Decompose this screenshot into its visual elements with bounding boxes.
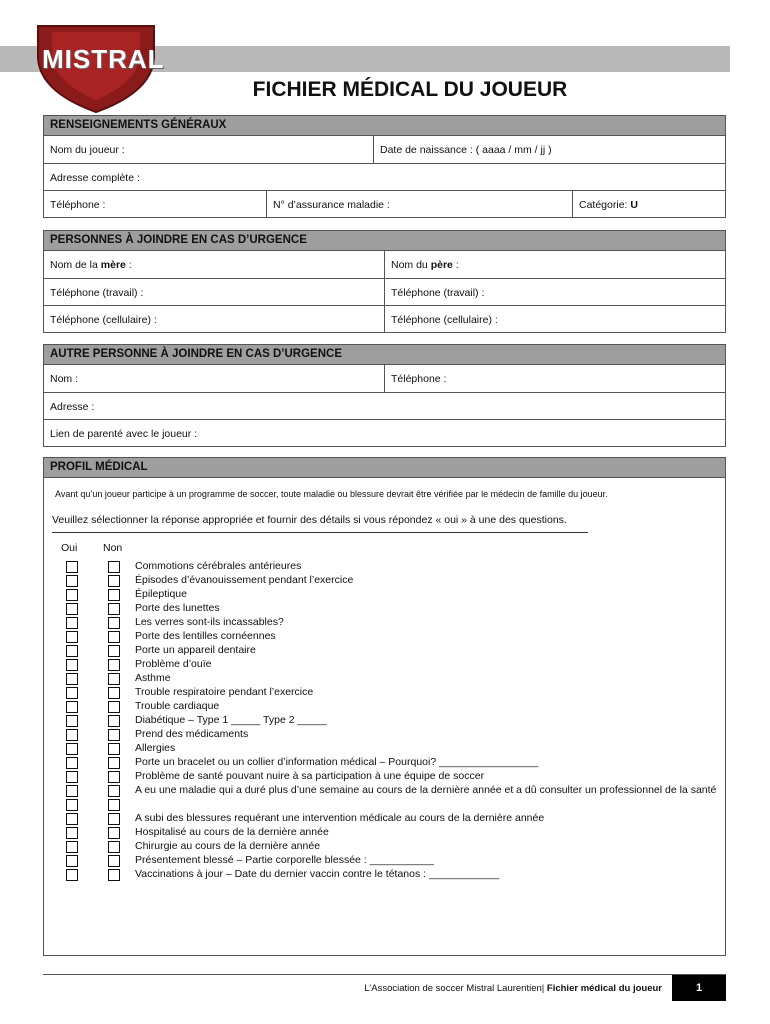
- section-general: [43, 115, 726, 218]
- medical-question-item: Trouble respiratoire pendant l’exercice: [135, 686, 314, 698]
- form-row: [44, 163, 725, 190]
- no-checkbox[interactable]: [108, 589, 120, 601]
- yes-checkbox[interactable]: [66, 813, 78, 825]
- no-checkbox[interactable]: [108, 799, 120, 811]
- medical-question-item: Commotions cérébrales antérieures: [135, 560, 302, 572]
- mother-work-phone-field[interactable]: Téléphone (travail) :: [50, 287, 144, 299]
- father-work-phone-field[interactable]: Téléphone (travail) :: [384, 279, 725, 305]
- relation-field[interactable]: Lien de parenté avec le joueur :: [50, 428, 198, 440]
- form-row: [44, 251, 725, 278]
- form-row: [44, 365, 725, 392]
- medical-question-item: Allergies: [135, 742, 176, 754]
- yes-checkbox[interactable]: [66, 827, 78, 839]
- mother-bold: mère: [100, 259, 126, 271]
- medical-question-item: Prend des médicaments: [135, 728, 249, 740]
- no-checkbox[interactable]: [108, 687, 120, 699]
- medical-question-item: Porte des lunettes: [135, 602, 220, 614]
- logo-text: MISTRAL: [42, 44, 165, 74]
- no-checkbox[interactable]: [108, 673, 120, 685]
- other-name-field[interactable]: Nom :: [50, 373, 79, 385]
- player-name-field[interactable]: Nom du joueur :: [50, 144, 125, 156]
- divider: [52, 532, 588, 533]
- yes-checkbox[interactable]: [66, 855, 78, 867]
- other-phone-field[interactable]: Téléphone :: [384, 365, 725, 392]
- medical-question-item: Problème d’ouïe: [135, 658, 212, 670]
- medical-question-item: Porte des lentilles cornéennes: [135, 630, 276, 642]
- yes-checkbox[interactable]: [66, 771, 78, 783]
- yes-checkbox[interactable]: [66, 589, 78, 601]
- form-row: [44, 392, 725, 419]
- no-checkbox[interactable]: [108, 855, 120, 867]
- medical-question-item: A subi des blessures requérant une intervention médicale au cours de la dernière année: [135, 812, 545, 824]
- medical-question-item: Porte un bracelet ou un collier d’information médical – Pourquoi? _________________: [135, 756, 539, 768]
- footer-divider: [43, 974, 726, 975]
- category-label: Catégorie:: [579, 199, 628, 211]
- medical-question-item: Diabétique – Type 1 _____ Type 2 _____: [135, 714, 327, 726]
- no-checkbox[interactable]: [108, 869, 120, 881]
- yes-checkbox[interactable]: [66, 617, 78, 629]
- document-title: FICHIER MÉDICAL DU JOUEUR: [252, 78, 568, 101]
- father-label: Nom du: [391, 259, 431, 271]
- category-value: U: [630, 199, 638, 211]
- phone-field[interactable]: Téléphone :: [50, 199, 106, 211]
- footer-org: L’Association de soccer Mistral Laurentien|: [364, 983, 545, 994]
- medical-question-item: Problème de santé pouvant nuire à sa participation à une équipe de soccer: [135, 770, 485, 782]
- no-column-header: Non: [103, 542, 123, 554]
- no-checkbox[interactable]: [108, 841, 120, 853]
- no-checkbox[interactable]: [108, 701, 120, 713]
- no-checkbox[interactable]: [108, 575, 120, 587]
- yes-checkbox[interactable]: [66, 645, 78, 657]
- form-row: [44, 136, 725, 163]
- yes-checkbox[interactable]: [66, 631, 78, 643]
- father-cell-phone-field[interactable]: Téléphone (cellulaire) :: [384, 306, 725, 332]
- medical-question-item: Asthme: [135, 672, 171, 684]
- address-field[interactable]: Adresse complète :: [50, 172, 140, 184]
- no-checkbox[interactable]: [108, 827, 120, 839]
- no-checkbox[interactable]: [108, 561, 120, 573]
- no-checkbox[interactable]: [108, 603, 120, 615]
- yes-checkbox[interactable]: [66, 715, 78, 727]
- yes-checkbox[interactable]: [66, 561, 78, 573]
- yes-checkbox[interactable]: [66, 841, 78, 853]
- no-checkbox[interactable]: [108, 659, 120, 671]
- medical-question-item: Chirurgie au cours de la dernière année: [135, 840, 321, 852]
- no-checkbox[interactable]: [108, 757, 120, 769]
- father-suffix: :: [452, 259, 459, 271]
- no-checkbox[interactable]: [108, 645, 120, 657]
- section-heading: RENSEIGNEMENTS GÉNÉRAUX: [44, 116, 725, 136]
- medical-question-item: Présentement blessé – Partie corporelle blessée : ___________: [135, 854, 434, 866]
- mother-label: Nom de la: [50, 259, 101, 271]
- category-field[interactable]: [572, 191, 725, 217]
- no-checkbox[interactable]: [108, 771, 120, 783]
- yes-checkbox[interactable]: [66, 799, 78, 811]
- yes-checkbox[interactable]: [66, 603, 78, 615]
- medical-intro: Avant qu’un joueur participe à un programme de soccer, toute maladie ou blessure devrait être vérifiée par le médecin de famille du joueur.: [55, 489, 608, 499]
- no-checkbox[interactable]: [108, 785, 120, 797]
- yes-checkbox[interactable]: [66, 729, 78, 741]
- medical-question-item: A eu une maladie qui a duré plus d’une semaine au cours de la dernière année et a dû consulter un professionnel de la santé: [135, 784, 717, 796]
- medical-question-item: Épisodes d’évanouissement pendant l’exercice: [135, 574, 354, 586]
- no-checkbox[interactable]: [108, 617, 120, 629]
- section-heading: PERSONNES À JOINDRE EN CAS D’URGENCE: [44, 231, 725, 251]
- yes-checkbox[interactable]: [66, 869, 78, 881]
- yes-checkbox[interactable]: [66, 701, 78, 713]
- yes-checkbox[interactable]: [66, 575, 78, 587]
- health-insurance-field[interactable]: N° d’assurance maladie :: [266, 191, 572, 217]
- section-emergency: [43, 230, 726, 333]
- yes-column-header: Oui: [61, 542, 78, 554]
- mother-name-field[interactable]: [44, 251, 384, 278]
- page-number: 1: [672, 975, 726, 1001]
- no-checkbox[interactable]: [108, 743, 120, 755]
- form-row: [44, 305, 725, 332]
- section-other-contact: [43, 344, 726, 447]
- footer-doc-title: Fichier médical du joueur: [544, 983, 662, 994]
- mother-suffix: :: [125, 259, 132, 271]
- yes-checkbox[interactable]: [66, 659, 78, 671]
- no-checkbox[interactable]: [108, 631, 120, 643]
- mother-cell-phone-field[interactable]: Téléphone (cellulaire) :: [50, 314, 157, 326]
- father-name-field[interactable]: [384, 251, 725, 278]
- form-row: [44, 278, 725, 305]
- no-checkbox[interactable]: [108, 715, 120, 727]
- no-checkbox[interactable]: [108, 813, 120, 825]
- section-heading: AUTRE PERSONNE À JOINDRE EN CAS D’URGENCE: [44, 345, 725, 365]
- father-bold: père: [430, 259, 453, 271]
- no-checkbox[interactable]: [108, 729, 120, 741]
- yes-checkbox[interactable]: [66, 785, 78, 797]
- form-row: [44, 419, 725, 446]
- yes-checkbox[interactable]: [66, 743, 78, 755]
- medical-question-item: Les verres sont-ils incassables?: [135, 616, 284, 628]
- section-heading: PROFIL MÉDICAL: [44, 458, 725, 478]
- yes-checkbox[interactable]: [66, 757, 78, 769]
- other-address-field[interactable]: Adresse :: [50, 401, 95, 413]
- medical-question-item: Épileptique: [135, 588, 187, 600]
- medical-question-item: Trouble cardiaque: [135, 700, 220, 712]
- yes-checkbox[interactable]: [66, 687, 78, 699]
- birth-date-field[interactable]: Date de naissance : ( aaaa / mm / jj ): [373, 136, 725, 163]
- yes-checkbox[interactable]: [66, 673, 78, 685]
- form-row: [44, 190, 725, 217]
- medical-question-item: Hospitalisé au cours de la dernière année: [135, 826, 329, 838]
- medical-question-item: Porte un appareil dentaire: [135, 644, 256, 656]
- medical-question-item: Vaccinations à jour – Date du dernier vaccin contre le tétanos : ____________: [135, 868, 500, 880]
- medical-question: Veuillez sélectionner la réponse appropriée et fournir des détails si vous répondez « oui » à une des questions.: [52, 514, 567, 526]
- footer-text: [364, 983, 662, 994]
